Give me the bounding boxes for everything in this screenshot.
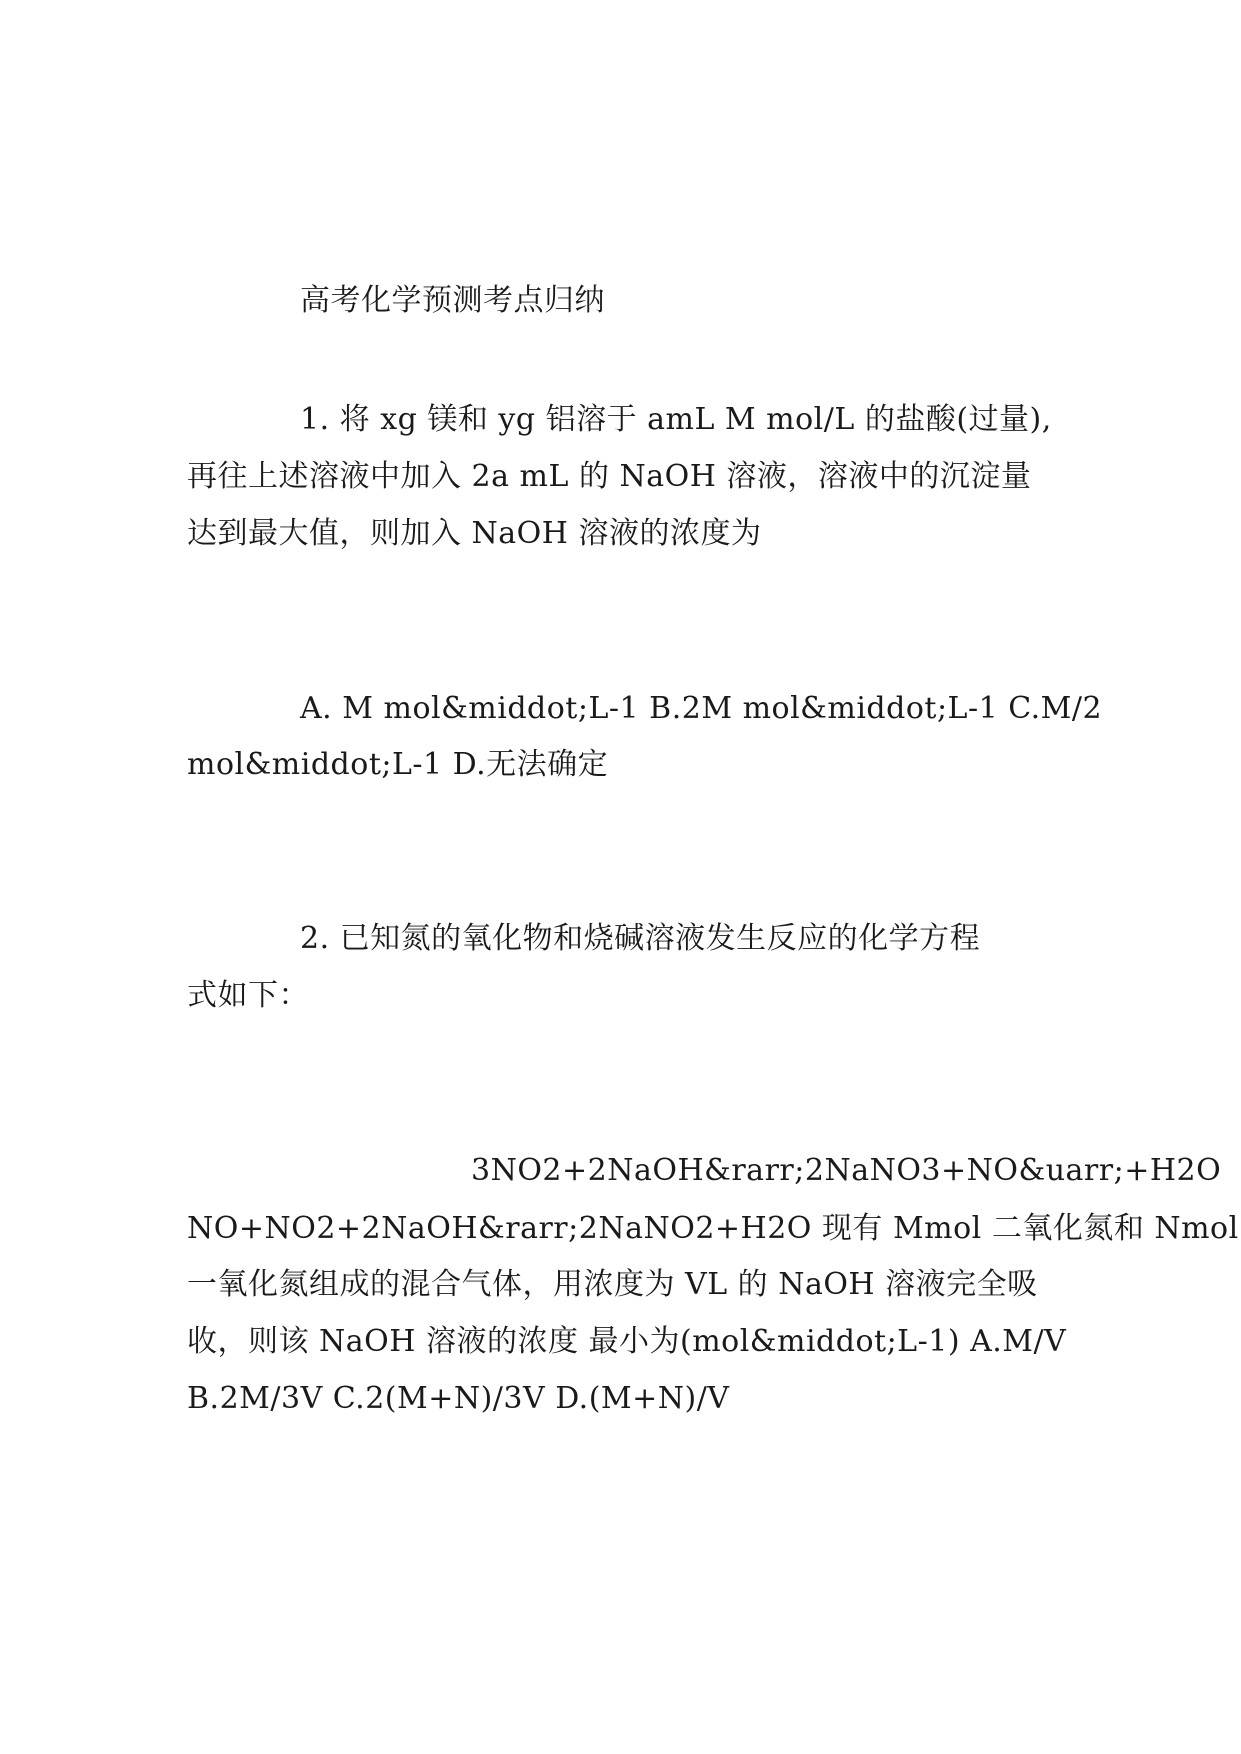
document-title: 高考化学预测考点归纳 xyxy=(300,283,605,318)
question-2-line-2: 式如下： xyxy=(187,978,309,1013)
question-2-line-6: 收，则该 NaOH 溶液的浓度 最小为(mol&middot;L-1) A.M/V xyxy=(187,1324,1067,1359)
question-1-options-line-2: mol&middot;L-1 D.无法确定 xyxy=(187,747,609,782)
question-1-line-1: 1. 将 xg 镁和 yg 铝溶于 amL M mol/L 的盐酸(过量), xyxy=(300,402,1052,437)
question-1-options-line-1: A. M mol&middot;L-1 B.2M mol&middot;L-1 C.M/2 xyxy=(300,691,1103,726)
question-2-line-1: 2. 已知氮的氧化物和烧碱溶液发生反应的化学方程 xyxy=(300,921,981,956)
question-1-line-3: 达到最大值，则加入 NaOH 溶液的浓度为 xyxy=(187,516,762,551)
question-2-equation-1: 3NO2+2NaOH&rarr;2NaNO3+NO&uarr;+H2O xyxy=(471,1153,1222,1188)
question-2-line-4: NO+NO2+2NaOH&rarr;2NaNO2+H2O 现有 Mmol 二氧化氮和 Nmol xyxy=(187,1211,1239,1246)
question-2-line-5: 一氧化氮组成的混合气体，用浓度为 VL 的 NaOH 溶液完全吸 xyxy=(187,1267,1038,1302)
question-2-options: B.2M/3V C.2(M+N)/3V D.(M+N)/V xyxy=(187,1381,730,1416)
question-1-line-2: 再往上述溶液中加入 2a mL 的 NaOH 溶液，溶液中的沉淀量 xyxy=(187,459,1032,494)
